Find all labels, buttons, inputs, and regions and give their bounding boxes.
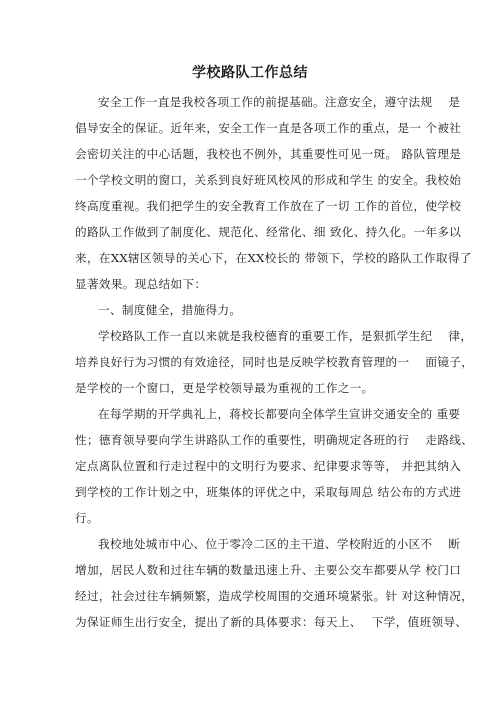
paragraph-line: 学校路队工作一直以来就是我校德育的重要工作，是狠抓学生纪 律， [98, 329, 473, 343]
paragraph-line: 的路队工作做到了制度化、规范化、经常化、细 致化、持久化。一年多以 [75, 225, 462, 239]
paragraph-line: 定点离队位置和行走过程中的文明行为要求、纪律要求等等， 并把其纳入 [75, 459, 462, 473]
paragraph-line: 我校地处城市中心、位于零冷二区的主干道、学校附近的小区不 断 [98, 537, 461, 551]
paragraph-line: 行。 [75, 511, 99, 525]
paragraph-line: 来，在XX辖区领导的关心下，在XX校长的 带领下，学校的路队工作取得了 [75, 251, 472, 265]
paragraph-line: 培养良好行为习惯的有效途径，同时也是反映学校教育管理的一 面镜子， [75, 355, 474, 369]
document-title: 学校路队工作总结 [192, 65, 308, 81]
paragraph-line: 终高度重视。我们把学生的安全教育工作放在了一切 工作的首位，使学校 [75, 199, 462, 213]
paragraph-line: 性；德育领导要向学生讲路队工作的重要性，明确规定各班的行 走路线、 [75, 433, 474, 447]
paragraph-line: 显著效果。现总结如下： [75, 277, 207, 291]
paragraph-line: 经过，社会过往车辆频繁，造成学校周围的交通环境紧张。针 对这种情况， [75, 589, 474, 603]
paragraph-line: 安全工作一直是我校各项工作的前提基础。注意安全，遵守法规 是 [98, 95, 461, 109]
paragraph-line: 一个学校文明的窗口，关系到良好班风校风的形成和学生 的安全。我校始 [75, 173, 462, 187]
paragraph-line: 到学校的工作计划之中，班集体的评优之中，采取每周总 结公布的方式进 [75, 485, 462, 499]
section-heading: 一、制度健全，措施得力。 [98, 303, 242, 317]
paragraph-line: 在每学期的开学典礼上，蒋校长都要向全体学生宣讲交通安全的 重要 [98, 407, 461, 421]
paragraph-line: 增加，居民人数和过往车辆的数量迅速上升、主要公交车都要从学 校门口 [75, 563, 462, 577]
paragraph-line: 会密切关注的中心话题，我校也不例外，其重要性可见一斑。 路队管理是 [75, 147, 462, 161]
paragraph-line: 倡导安全的保证。近年来，安全工作一直是各项工作的重点，是一 个被社 [75, 121, 462, 135]
paragraph-line: 为保证师生出行安全，提出了新的具体要求：每天上、 下学，值班领导、 [75, 615, 468, 629]
paragraph-line: 是学校的一个窗口，更是学校领导最为重视的工作之一。 [75, 381, 374, 395]
